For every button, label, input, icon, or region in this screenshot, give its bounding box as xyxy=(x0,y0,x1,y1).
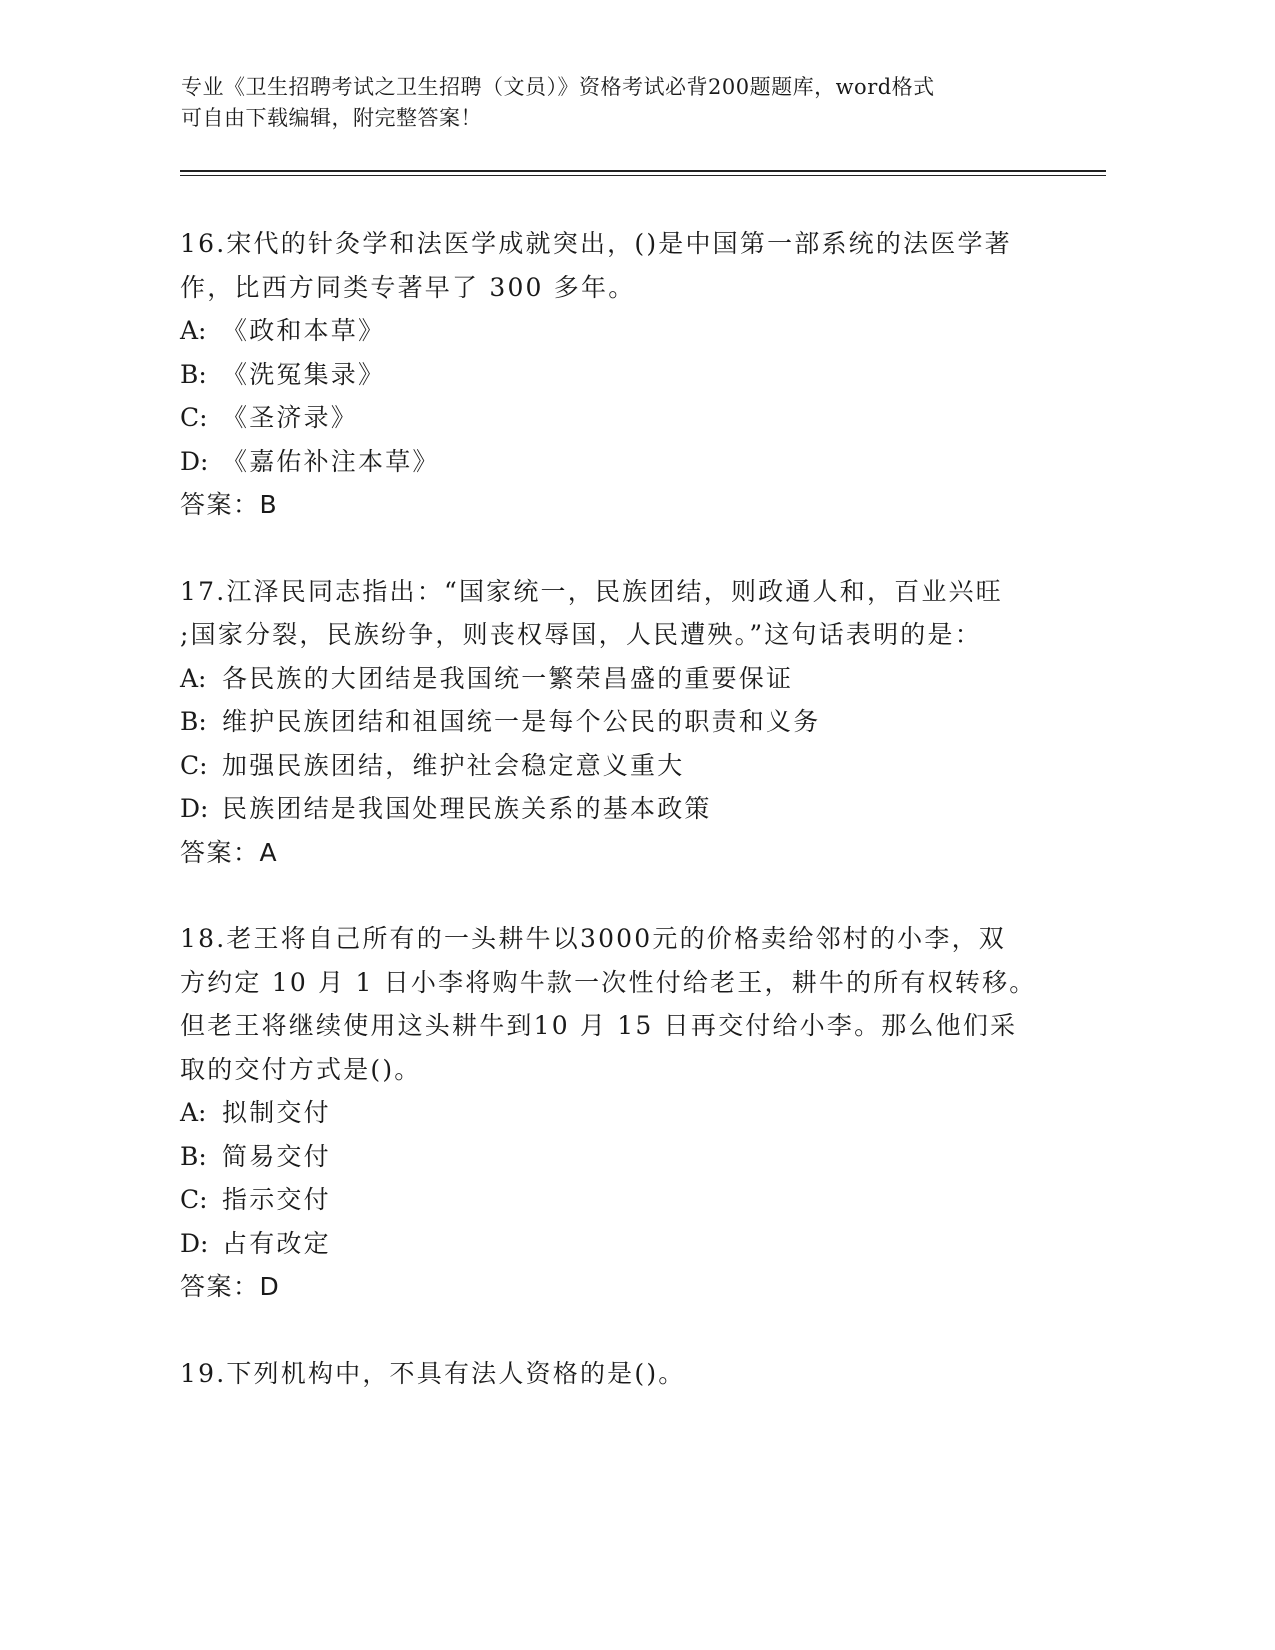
option-text: 《政和本草》 xyxy=(222,316,386,345)
question-stem-line: 17.江泽民同志指出：“国家统一，民族团结，则政通人和，百业兴旺 xyxy=(180,576,1003,606)
option-b xyxy=(180,1135,1060,1179)
header-divider-thick xyxy=(180,170,1106,172)
option-d xyxy=(180,787,1060,831)
option-letter: A: xyxy=(180,663,207,693)
question-18 xyxy=(180,917,1060,1309)
option-b xyxy=(180,353,1060,397)
option-letter: D: xyxy=(180,446,209,476)
option-letter: C: xyxy=(180,403,208,432)
option-letter: A: xyxy=(180,1098,207,1127)
question-stem-line: 16.宋代的针灸学和法医学成就突出，()是中国第一部系统的法医学著 xyxy=(180,229,1012,258)
option-letter: B: xyxy=(180,359,207,389)
option-text: 拟制交付 xyxy=(222,1098,331,1127)
option-a xyxy=(180,309,1060,353)
header-line-2: 可自由下载编辑，附完整答案！ xyxy=(181,106,482,130)
document-header xyxy=(181,72,1041,134)
option-c xyxy=(180,1178,1060,1222)
question-stem-line: 取的交付方式是()。 xyxy=(180,1054,422,1084)
question-list xyxy=(180,222,1060,1438)
option-text: 简易交付 xyxy=(222,1141,331,1171)
header-divider-thin xyxy=(180,175,1106,176)
option-text: 占有改定 xyxy=(222,1228,331,1258)
option-text: 加强民族团结，维护社会稳定意义重大 xyxy=(222,750,685,780)
option-text: 《洗冤集录》 xyxy=(222,359,386,389)
option-text: 《嘉佑补注本草》 xyxy=(222,446,440,476)
option-text: 《圣济录》 xyxy=(222,403,359,432)
answer-label: 答案：B xyxy=(180,490,279,519)
option-d xyxy=(180,440,1060,484)
header-line-1: 专业《卫生招聘考试之卫生招聘（文员）》资格考试必背200题题库，word格式 xyxy=(181,75,935,99)
option-a xyxy=(180,1091,1060,1135)
question-17 xyxy=(180,570,1060,875)
question-stem-line: 方约定 10 月 1 日小李将购牛款一次性付给老王，耕牛的所有权转移。 xyxy=(180,967,1037,997)
question-stem-line: ;国家分裂，民族纷争，则丧权辱国，人民遭殃。”这句话表明的是： xyxy=(180,620,982,649)
option-letter: D: xyxy=(180,794,209,823)
question-stem-line: 作，比西方同类专著早了 300 多年。 xyxy=(180,272,636,302)
question-stem-line: 但老王将继续使用这头耕牛到10 月 15 日再交付给小李。那么他们采 xyxy=(180,1011,1018,1040)
question-16 xyxy=(180,222,1060,527)
option-a xyxy=(180,657,1060,701)
question-19 xyxy=(180,1352,1060,1396)
option-c xyxy=(180,396,1060,440)
option-letter: A: xyxy=(180,316,207,345)
option-letter: B: xyxy=(180,1141,207,1171)
answer-label: 答案：A xyxy=(180,837,279,867)
option-d xyxy=(180,1222,1060,1266)
answer-label: 答案：D xyxy=(180,1272,281,1301)
option-b xyxy=(180,700,1060,744)
option-letter: B: xyxy=(180,707,207,736)
option-c xyxy=(180,744,1060,788)
question-stem-line: 18.老王将自己所有的一头耕牛以3000元的价格卖给邻村的小李，双 xyxy=(180,924,1006,953)
question-stem-line: 19.下列机构中，不具有法人资格的是()。 xyxy=(180,1358,686,1388)
option-letter: C: xyxy=(180,750,208,780)
option-text: 各民族的大团结是我国统一繁荣昌盛的重要保证 xyxy=(222,663,794,693)
option-text: 维护民族团结和祖国统一是每个公民的职责和义务 xyxy=(222,707,821,736)
option-letter: C: xyxy=(180,1185,208,1214)
option-text: 民族团结是我国处理民族关系的基本政策 xyxy=(222,794,712,823)
option-letter: D: xyxy=(180,1228,209,1258)
option-text: 指示交付 xyxy=(222,1185,331,1214)
